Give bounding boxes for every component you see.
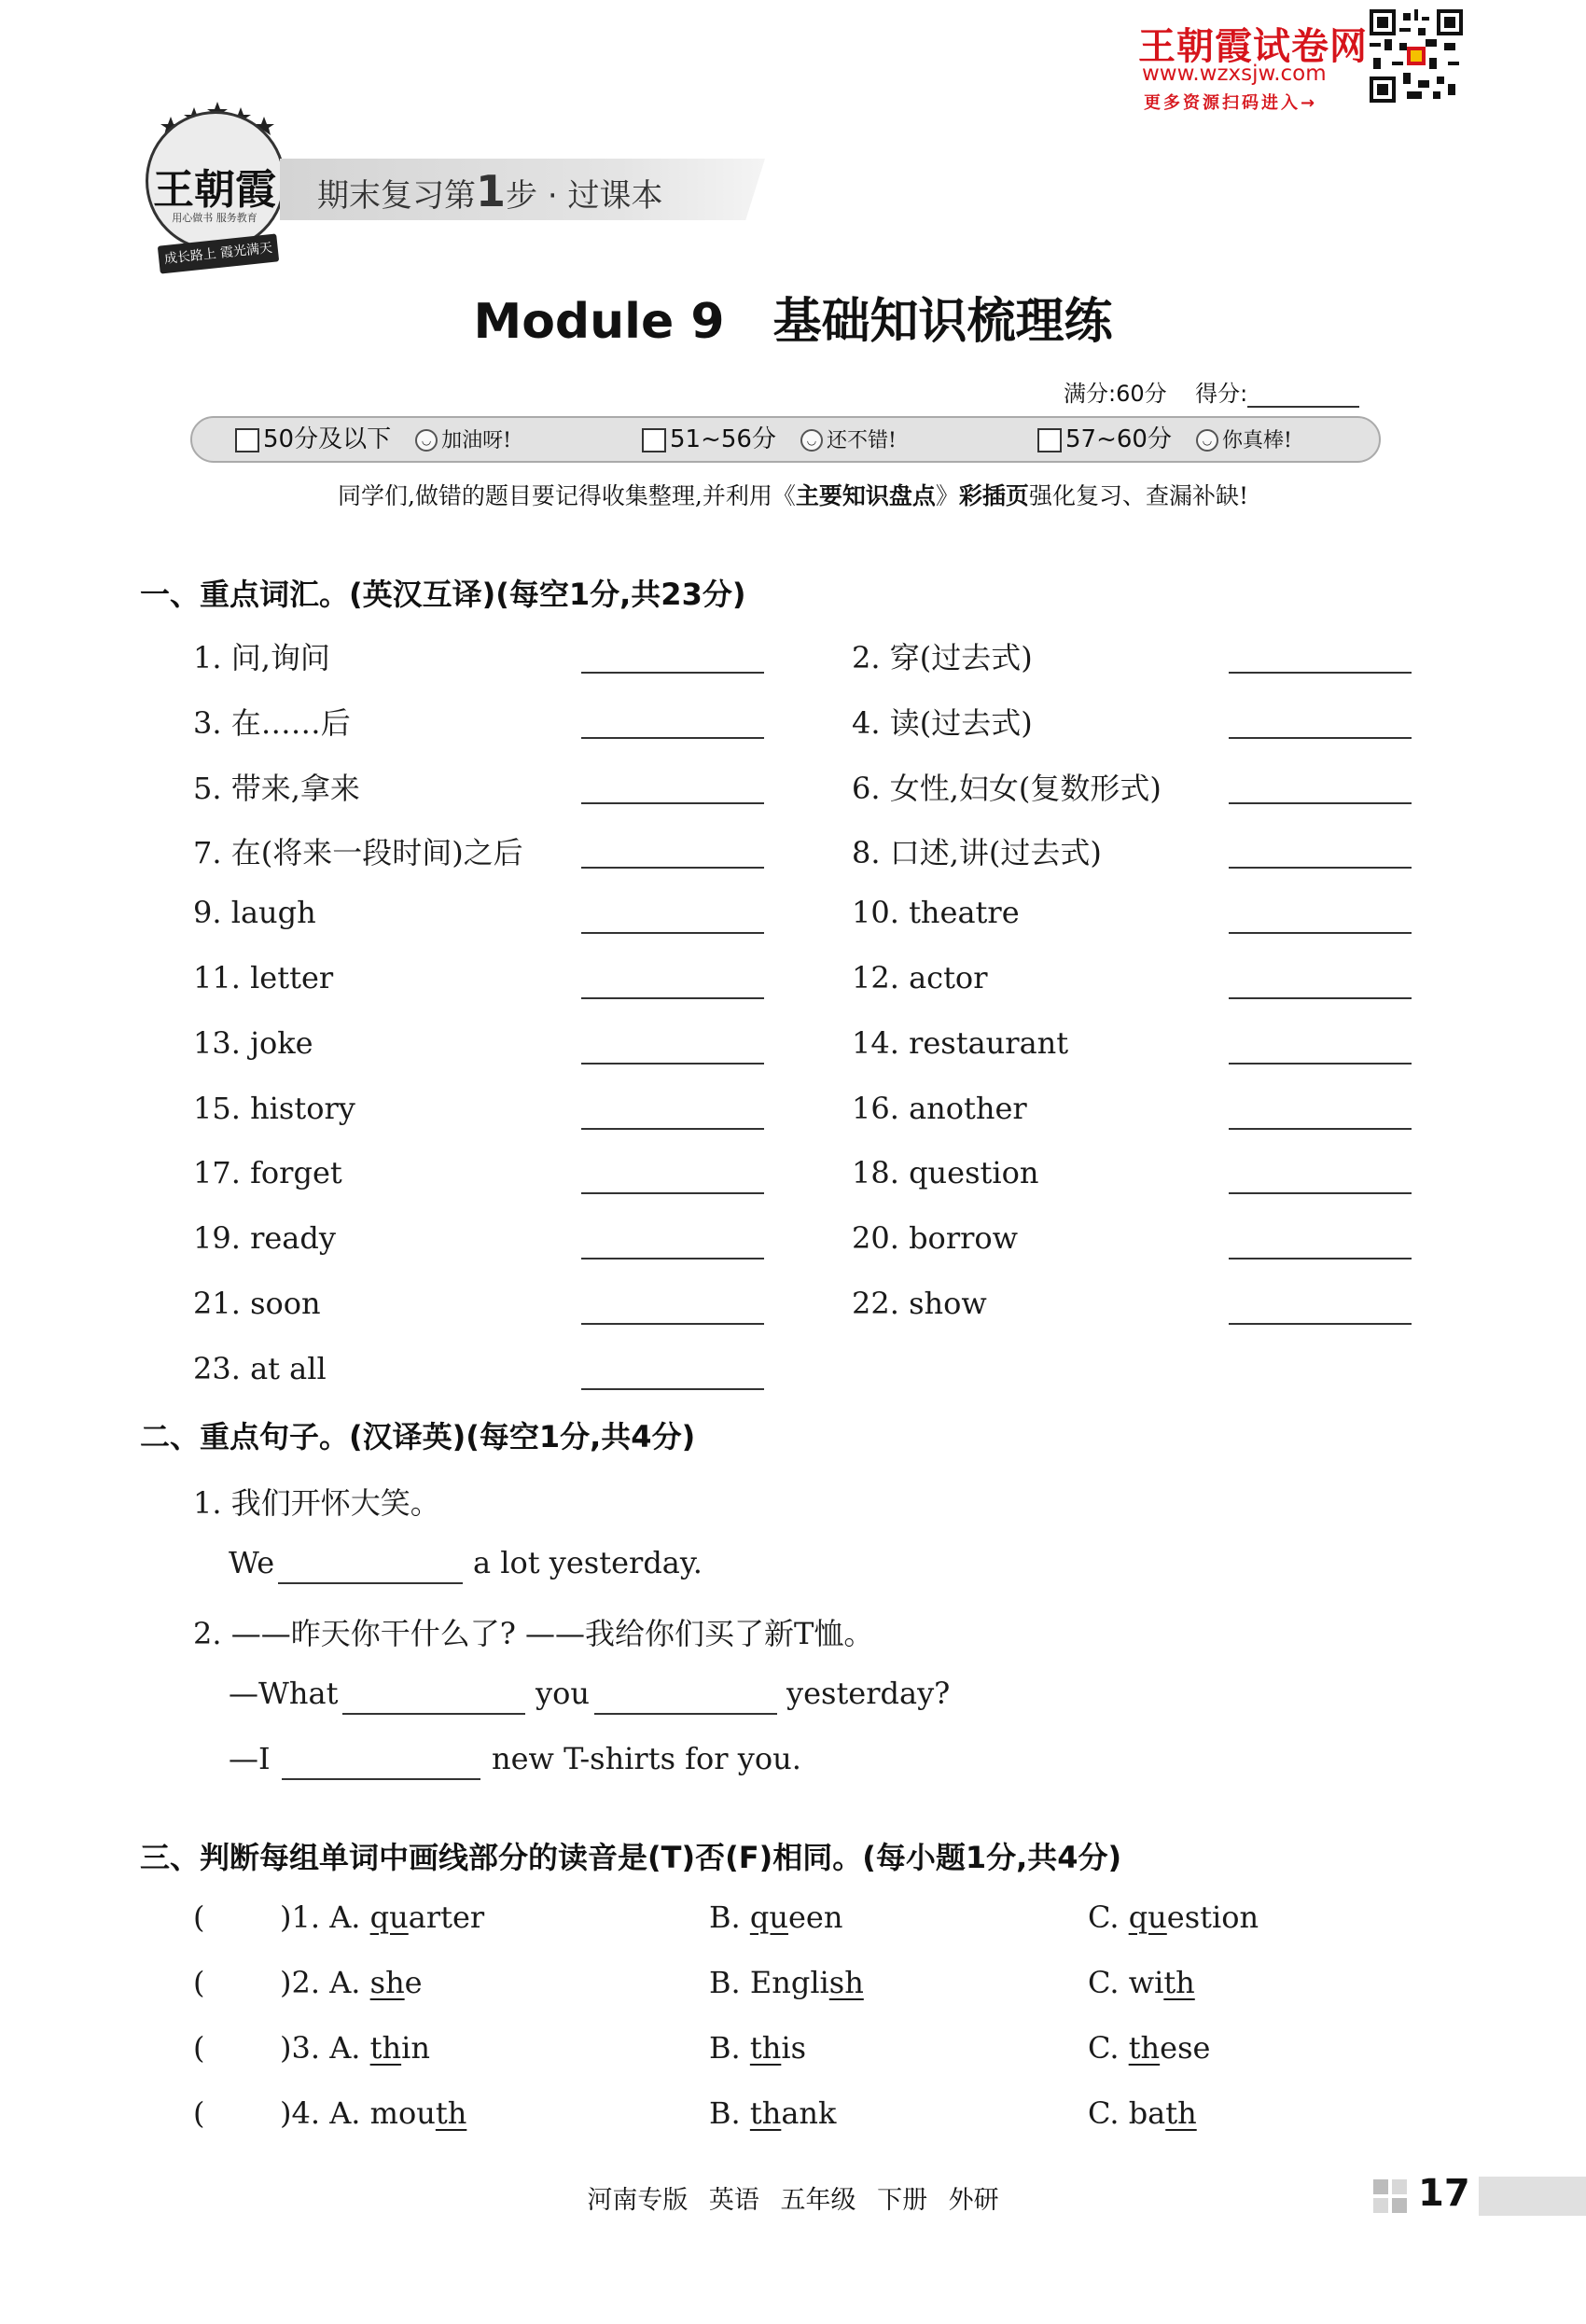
vocab-item: 12. actor	[852, 960, 988, 995]
word-part: B.	[709, 2030, 750, 2066]
word-part: arter	[408, 1900, 485, 1935]
answer-blank[interactable]	[1229, 932, 1412, 934]
smiley-icon: ◡	[415, 429, 438, 452]
answer-blank[interactable]	[1229, 867, 1412, 869]
question-number: )3. A.	[280, 2030, 361, 2066]
underlined-letters: sh	[828, 1965, 864, 2000]
decor-square	[1392, 2179, 1407, 2194]
word-part: estion	[1166, 1900, 1259, 1935]
question-number: )1. A.	[280, 1900, 361, 1935]
word-part: B.	[709, 2095, 750, 2131]
vocab-item: 3. 在……后	[193, 704, 351, 741]
answer-blank[interactable]	[1229, 802, 1412, 804]
brand-block	[1129, 9, 1577, 112]
phonics-option-a	[280, 1900, 484, 1935]
header-band-text	[317, 166, 662, 216]
brand-url[interactable]: www.wzxsjw.com	[1142, 62, 1327, 86]
band-suffix: 步 · 过课本	[506, 177, 663, 215]
page-number-box	[1479, 2177, 1586, 2216]
vocab-item: 22. show	[852, 1286, 987, 1321]
answer-blank[interactable]	[581, 737, 764, 739]
answer-blank[interactable]	[581, 1323, 764, 1325]
vocab-item: 7. 在(将来一段时间)之后	[193, 835, 523, 871]
note-text: 强化复习、查漏补缺!	[1028, 482, 1248, 509]
underlined-letters: th	[435, 2095, 467, 2131]
answer-blank[interactable]	[594, 1713, 777, 1715]
answer-blank[interactable]	[581, 867, 764, 869]
note-text: 同学们,做错的题目要记得收集整理,并利用《	[337, 482, 796, 509]
word-part: in	[401, 2030, 430, 2066]
rating-range: 57~60分	[1065, 425, 1172, 453]
smiley-icon: ◡	[1196, 429, 1218, 452]
section1-title: 一、重点词汇。(英汉互译)(每空1分,共23分)	[140, 577, 746, 612]
underlined-letters: sh	[369, 1965, 405, 2000]
answer-blank[interactable]	[581, 1192, 764, 1194]
sentence-question: 1. 我们开怀大笑。	[193, 1485, 440, 1521]
sentence-answer-text: new T-shirts for you.	[492, 1741, 801, 1776]
sentence-answer-text: —What	[229, 1676, 339, 1711]
section2-title: 二、重点句子。(汉译英)(每空1分,共4分)	[140, 1419, 696, 1454]
word-part: C.	[1088, 1900, 1129, 1935]
answer-blank[interactable]	[1229, 1323, 1412, 1325]
rating-range: 50分及以下	[263, 425, 392, 453]
answer-blank[interactable]	[1229, 737, 1412, 739]
vocab-item: 16. another	[852, 1090, 1027, 1126]
vocab-item: 17. forget	[193, 1155, 342, 1191]
vocab-item: 8. 口述,讲(过去式)	[852, 835, 1102, 871]
phonics-option-c	[1088, 2030, 1210, 2066]
answer-blank[interactable]	[1229, 1063, 1412, 1065]
word-part: C. ba	[1088, 2095, 1166, 2131]
vocab-item: 20. borrow	[852, 1220, 1019, 1257]
sentence-answer-text: We	[229, 1545, 275, 1580]
publisher-logo	[140, 98, 289, 285]
vocab-item: 11. letter	[193, 960, 334, 995]
answer-blank[interactable]	[1229, 1258, 1412, 1259]
word-part: mou	[369, 2095, 436, 2131]
note-bold-text: 彩插页	[958, 482, 1029, 509]
phonics-option-b	[709, 2030, 806, 2066]
vocab-item: 9. laugh	[193, 895, 316, 931]
logo-name: 王朝霞	[153, 166, 276, 214]
phonics-option-c	[1088, 1900, 1259, 1935]
vocab-item: 15. history	[193, 1090, 355, 1126]
phonics-option-a	[280, 2095, 466, 2131]
page-number: 17	[1418, 2172, 1470, 2215]
word-part: e	[404, 1965, 423, 2000]
underlined-letters: th	[1128, 2030, 1161, 2066]
full-score: 满分:60分	[1064, 381, 1167, 407]
phonics-option-a	[280, 1965, 423, 2000]
rating-option[interactable]	[1037, 418, 1292, 461]
answer-paren[interactable]: (	[193, 1900, 205, 1935]
question-number: )4. A.	[280, 2095, 361, 2131]
qr-code-icon[interactable]	[1370, 9, 1463, 103]
page-title: Module 9 基础知识梳理练	[473, 294, 1113, 350]
answer-blank[interactable]	[581, 802, 764, 804]
vocab-item: 23. at all	[193, 1350, 327, 1386]
underlined-letters: th	[1163, 1965, 1195, 2000]
underlined-letters: qu	[1128, 1900, 1167, 1935]
word-part: B. Engli	[709, 1965, 829, 2000]
underlined-letters: th	[749, 2095, 782, 2131]
vocab-item: 21. soon	[193, 1286, 321, 1321]
answer-blank[interactable]	[581, 1258, 764, 1259]
answer-blank[interactable]	[282, 1778, 480, 1780]
answer-paren[interactable]: (	[193, 1965, 205, 2000]
answer-blank[interactable]	[1229, 1128, 1412, 1130]
phonics-option-b	[709, 2095, 836, 2131]
band-step-number: 1	[476, 166, 507, 216]
rating-range: 51~56分	[670, 425, 776, 453]
smiley-icon: ◡	[800, 429, 823, 452]
vocab-item: 5. 带来,拿来	[193, 770, 360, 806]
vocab-item: 2. 穿(过去式)	[852, 640, 1033, 675]
instruction-note	[0, 478, 1586, 511]
brand-name: 王朝霞试卷网	[1138, 25, 1368, 68]
rating-bar	[190, 416, 1381, 463]
checkbox-icon[interactable]	[1037, 428, 1062, 452]
answer-blank[interactable]	[581, 672, 764, 674]
sentence-answer-text: yesterday?	[786, 1676, 951, 1711]
underlined-letters: th	[749, 2030, 782, 2066]
phonics-option-c	[1088, 1965, 1195, 2000]
decor-square	[1373, 2179, 1388, 2194]
question-number: )2. A.	[280, 1965, 361, 2000]
answer-paren[interactable]: (	[193, 2095, 205, 2131]
answer-blank[interactable]	[581, 1128, 764, 1130]
vocab-item: 4. 读(过去式)	[852, 704, 1033, 741]
answer-blank[interactable]	[581, 932, 764, 934]
score-line	[1064, 375, 1359, 408]
answer-blank[interactable]	[581, 997, 764, 999]
answer-blank[interactable]	[1229, 997, 1412, 999]
section3-title: 三、判断每组单词中画线部分的读音是(T)否(F)相同。(每小题1分,共4分)	[140, 1840, 1122, 1875]
rating-message: 还不错!	[826, 429, 897, 452]
sentence-question: 2. ——昨天你干什么了? ——我给你们买了新T恤。	[193, 1616, 874, 1651]
word-part: B.	[709, 1900, 750, 1935]
vocab-item: 18. question	[852, 1155, 1039, 1191]
answer-paren[interactable]: (	[193, 2030, 205, 2066]
note-bold-text: 主要知识盘点	[795, 482, 936, 509]
phonics-option-b	[709, 1965, 864, 2000]
word-part: ank	[781, 2095, 837, 2131]
word-part: een	[787, 1900, 843, 1935]
underlined-letters: qu	[369, 1900, 409, 1935]
word-part: is	[781, 2030, 806, 2066]
sentence-answer-text: —I	[229, 1741, 271, 1776]
rating-message: 加油呀!	[441, 429, 511, 452]
answer-blank[interactable]	[1229, 1192, 1412, 1194]
underlined-letters: qu	[749, 1900, 788, 1935]
band-prefix: 期末复习第	[317, 177, 476, 215]
logo-ribbon: 成长路上 霞光满天	[158, 233, 279, 273]
phonics-option-a	[280, 2030, 430, 2066]
answer-blank[interactable]	[581, 1388, 764, 1390]
rating-option[interactable]	[235, 418, 511, 461]
vocab-item: 1. 问,询问	[193, 640, 330, 675]
word-part: C.	[1088, 2030, 1129, 2066]
word-part: ese	[1160, 2030, 1211, 2066]
decor-square	[1373, 2198, 1388, 2213]
rating-option[interactable]	[642, 418, 897, 461]
footer-text: 河南专版 英语 五年级 下册 外研	[587, 2186, 999, 2215]
answer-blank[interactable]	[581, 1063, 764, 1065]
phonics-option-b	[709, 1900, 842, 1935]
score-blank[interactable]	[1247, 385, 1359, 408]
word-part: C. wi	[1088, 1965, 1164, 2000]
vocab-item: 19. ready	[193, 1220, 336, 1257]
vocab-item: 10. theatre	[852, 895, 1020, 931]
vocab-item: 13. joke	[193, 1024, 313, 1061]
rating-message: 你真棒!	[1221, 429, 1292, 452]
answer-blank[interactable]	[342, 1713, 525, 1715]
sentence-answer-text: you	[536, 1676, 590, 1711]
vocab-item: 14. restaurant	[852, 1024, 1069, 1061]
note-text: 》	[935, 482, 959, 509]
checkbox-icon[interactable]	[235, 428, 259, 452]
answer-blank[interactable]	[278, 1582, 463, 1584]
sentence-answer-text: a lot yesterday.	[473, 1545, 703, 1580]
checkbox-icon[interactable]	[642, 428, 666, 452]
brand-slogan: 更多资源扫码进入→	[1144, 93, 1318, 113]
underlined-letters: th	[1165, 2095, 1197, 2131]
answer-blank[interactable]	[1229, 672, 1412, 674]
phonics-option-c	[1088, 2095, 1197, 2131]
underlined-letters: th	[369, 2030, 402, 2066]
vocab-item: 6. 女性,妇女(复数形式)	[852, 770, 1162, 806]
score-label: 得分:	[1195, 381, 1248, 407]
decor-square	[1392, 2198, 1407, 2213]
logo-motto: 用心做书 服务教育	[172, 212, 257, 224]
